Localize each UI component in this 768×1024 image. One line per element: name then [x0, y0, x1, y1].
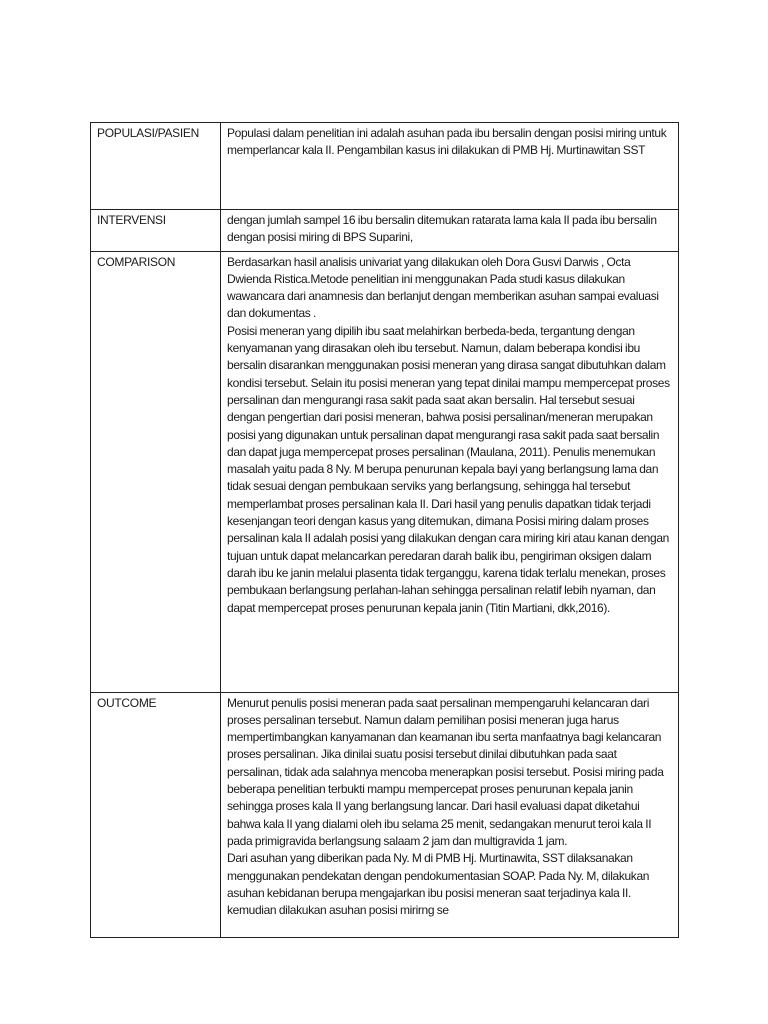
populasi-text: Populasi dalam penelitian ini adalah asuhan pada ibu bersalin dengan posisi miring untuk memperlancar kala II. Pengambilan kasus ini dilakukan di PMB Hj. Murtinawitan SST [227, 126, 667, 158]
pico-table [90, 122, 679, 938]
comparison-text-1: Berdasarkan hasil analisis univariat yang dilakukan oleh Dora Gusvi Darwis , Octa Dwienda Ristica.Metode penelitian ini menggunakan Pada studi kasus dilakukan wawancara dari anamnesis dan berlanjut dengan memberikan asuhan sampai evaluasi dan dokumentas . [227, 254, 659, 321]
content-cell [221, 210, 679, 252]
comparison-text-2: Posisi meneran yang dipilih ibu saat melahirkan berbeda-beda, tergantung dengan kenyamanan yang dirasakan oleh ibu tersebut. Namun, dalam beberapa kondisi ibu bersalin disarankan menggunakan posisi meneran yang dirasa sangat dibutuhkan dalam kondisi tersebut. Selain itu posisi meneran yang tepat dinilai mampu mempercepat proses persalinan dan mengurangi rasa sakit pada saat akan bersalin. Hal tersebut sesuai dengan pengertian dari posisi meneran, bahwa posisi persalinan/meneran merupakan posisi yang digunakan untuk persalinan dapat mengurangi rasa sakit pada saat bersalin dan dapat juga mempercepat proses persalinan (Maulana, 2011). Penulis menemukan masalah yaitu pada 8 Ny. M berupa penurunan kepala bayi yang berlangsung lama dan tidak sesuai dengan pembukaan serviks yang berlangsung, sehingga hal tersebut memperlambat proses persalinan kala II. Dari hasil yang penulis dapatkan tidak terjadi kesenjangan teori dengan kasus yang ditemukan, dimana Posisi miring dalam proses persalinan kala II adalah posisi yang dilakukan dengan cara miring kiri atau kanan dengan tujuan untuk dapat melancarkan peredaran darah balik ibu, pengiriman oksigen dalam darah ibu ke janin melalui plasenta tidak terganggu, karena tidak terlalu menekan, proses pembukaan berlangsung perlahan-lahan sehingga persalinan relatif lebih nyaman, dan dapat mempercepat proses penurunan kepala janin (Titin Martiani, dkk,2016). [227, 323, 670, 615]
outcome-text-2: Dari asuhan yang diberikan pada Ny. M di PMB Hj. Murtinawita, SST dilaksanakan menggunakan pendekatan dengan pendokumentasian SOAP. Pada Ny. M, dilakukan asuhan kebidanan berupa mengajarkan ibu posisi meneran saat terjadinya kala II. kemudian dilakukan asuhan posisi mirirng se [227, 851, 650, 918]
row-label-intervensi: INTERVENSI [97, 213, 166, 227]
label-cell [91, 123, 221, 210]
intervensi-text: dengan jumlah sampel 16 ibu bersalin ditemukan ratarata lama kala II pada ibu bersalin dengan posisi miring di BPS Suparini, [227, 213, 657, 245]
label-cell [91, 692, 221, 937]
table-row-intervensi [91, 210, 679, 252]
label-cell [91, 251, 221, 692]
outcome-text-1: Menurut penulis posisi meneran pada saat persalinan mempengaruhi kelancaran dari proses persalinan tersebut. Namun dalam pemilihan posisi meneran juga harus mempertimbangkan kanyamanan dan keamanan ibu serta manfaatnya bagi kelancaran proses persalinan. Jika dinilai suatu posisi tersebut dinilai dibutuhkan pada saat persalinan, tidak ada salahnya mencoba menerapkan posisi tersebut. Posisi miring pada beberapa penelitian terbukti mampu mempercepat proses penurunan kepala janin sehingga proses kala II yang berlangsung lancar. Dari hasil evaluasi dapat diketahui bahwa kala II yang dialami oleh ibu selama 25 menit, sedangakan menurut teroi kala II pada primigravida berlangsung salaam 2 jam dan multigravida 1 jam. [227, 695, 664, 848]
label-cell [91, 210, 221, 252]
row-label-outcome: OUTCOME [97, 695, 157, 710]
table-row-outcome [91, 692, 679, 937]
row-label-populasi: POPULASI/PASIEN [97, 126, 199, 140]
content-cell [221, 692, 679, 937]
table-row-populasi [91, 123, 679, 210]
content-cell [221, 123, 679, 210]
content-cell [221, 251, 679, 692]
row-label-comparison: COMPARISON [97, 254, 176, 269]
table-row-comparison [91, 251, 679, 692]
